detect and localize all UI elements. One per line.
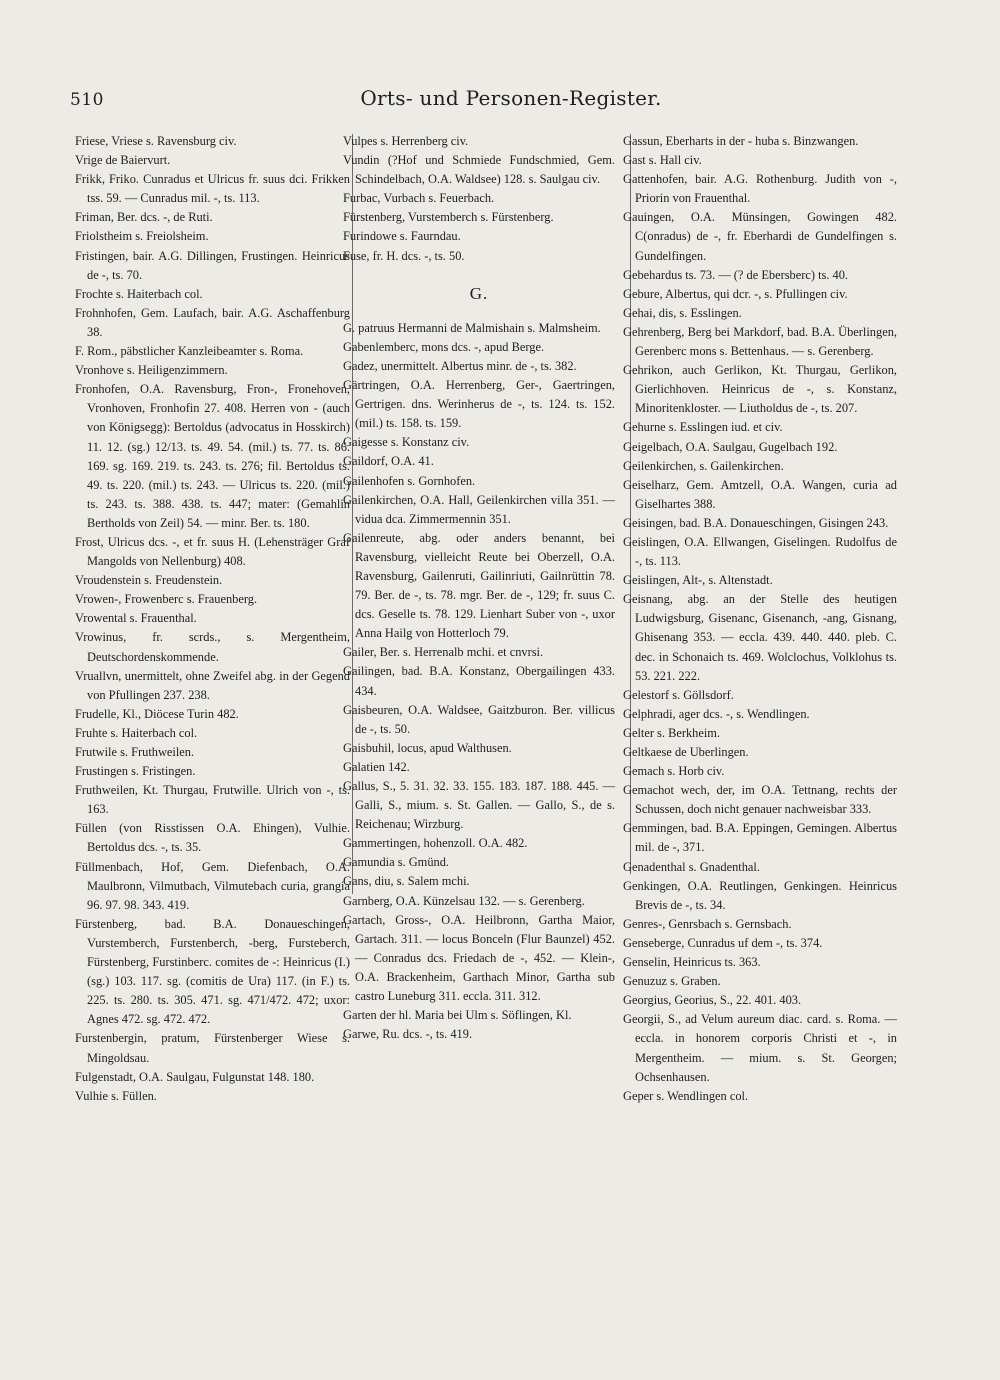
register-entry: Vulpes s. Herrenberg civ.	[343, 134, 469, 148]
register-entry: Geislingen, O.A. Ellwangen, Giselingen. Rudolfus de -, ts. 113.	[623, 534, 897, 569]
register-entry: Gailingen, bad. B.A. Konstanz, Obergailingen 433. 434.	[343, 664, 615, 698]
register-entry: Geilenkirchen, s. Gailenkirchen.	[623, 458, 784, 473]
register-entry: Furbac, Vurbach s. Feuerbach.	[343, 191, 495, 206]
register-entry: Georgius, Georius, S., 22. 401. 403.	[623, 993, 802, 1008]
register-entry: Garnberg, O.A. Künzelsau 132. — s. Gerenberg.	[343, 893, 585, 908]
register-entry: Gartach, Gross-, O.A. Heilbronn, Gartha Maior, Gartach. 311. — locus Bonceln (Flur Baunzel) 452. — Conradus dcs. Friedach de -, 452. — Klein-, O.A. Brackenheim, Garthach Minor, Gartha sub castro Luneburg 311. eccla. 311. 312.	[343, 912, 615, 1004]
register-entry: Vundin (?Hof und Schmiede Fundschmied, Gem. Schindelbach, O.A. Waldsee) 128. s. Saulgau civ.	[343, 153, 615, 187]
register-entry: Gailenhofen s. Gornhofen.	[343, 473, 476, 488]
register-entry: Vrowinus, fr. scrds., s. Mergentheim, Deutschordenskommende.	[75, 630, 350, 664]
register-entry: Gebure, Albertus, qui dcr. -, s. Pfullingen civ.	[623, 286, 848, 301]
register-entry: Geltkaese de Uberlingen.	[623, 745, 749, 759]
register-entry: Frustingen s. Fristingen.	[75, 764, 196, 779]
register-entry: Fürstenberg, Vurstemberch s. Fürstenberg.	[343, 210, 554, 225]
register-entry: Garwe, Ru. dcs. -, ts. 419.	[343, 1027, 473, 1042]
register-entry: Gailer, Ber. s. Herrenalb mchi. et cnvrsi.	[343, 645, 544, 660]
register-entry: Gaildorf, O.A. 41.	[343, 454, 434, 469]
register-entry: Vrowen-, Frowenberc s. Frauenberg.	[75, 592, 258, 607]
register-entry: Furstenbergin, pratum, Fürstenberger Wiese s. Mingoldsau.	[75, 1031, 350, 1065]
register-entry: Gemmingen, bad. B.A. Eppingen, Gemingen. Albertus mil. de -, 371.	[623, 821, 897, 855]
register-entry: Geigelbach, O.A. Saulgau, Gugelbach 192.	[623, 439, 838, 454]
register-entry: Gailenkirchen, O.A. Hall, Geilenkirchen villa 351. — vidua dca. Zimmermennin 351.	[343, 492, 615, 526]
register-entry: Frudelle, Kl., Diöcese Turin 482.	[75, 706, 239, 721]
register-entry: Gabenlemberc, mons dcs. -, apud Berge.	[343, 339, 545, 354]
register-entry: Geisnang, abg. an der Stelle des heutigen Ludwigsburg, Gisenanc, Gisenanch, -ang, Gisnang, Ghisenang 353. — eccla. 439. 440. 440. pleb. C. dec. in Schonaich ts. 469. Wolclochus, Volklohus ts. 53. 221. 222.	[623, 592, 897, 683]
register-entry: Genres-, Genrsbach s. Gernsbach.	[623, 916, 792, 931]
register-entry: Gelphradi, ager dcs. -, s. Wendlingen.	[623, 706, 810, 721]
register-entry: Gammertingen, hohenzoll. O.A. 482.	[343, 836, 528, 851]
register-entry: Friman, Ber. dcs. -, de Ruti.	[75, 210, 213, 225]
register-entry: Gauingen, O.A. Münsingen, Gowingen 482. C(onradus) de -, fr. Eberhardi de Gundelfingen s. Gundelfingen.	[623, 210, 897, 263]
register-entry: Gebehardus ts. 73. — (? de Ebersberc) ts. 40.	[623, 267, 849, 282]
register-entry: Fürstenberg, bad. B.A. Donaueschingen, Vurstemberch, Furstenberch, -berg, Fursteberch, Fürstenberg, Furstinberc. comites de -: Heinricus (I.) (sg.) 103. 117. sg. (comitis de Ura) 117. (in F.) ts. 225. ts. 280. ts. 305. 471. sg. 471/472. 472; uxor: Agnes 472. sg. 472. 472.	[75, 916, 350, 1027]
register-entry: Frochte s. Haiterbach col.	[75, 286, 203, 301]
register-entry: Geper s. Wendlingen col.	[623, 1088, 749, 1103]
register-entry: Gallus, S., 5. 31. 32. 33. 155. 183. 187. 188. 445. — Galli, S., mium. s. St. Gallen. — Gallo, S., de s. Reichenau; Wirzburg.	[343, 779, 615, 832]
register-entry: Frost, Ulricus dcs. -, et fr. suus H. (Lehensträger Graf Mangolds von Nellenburg) 408.	[75, 534, 350, 569]
register-entry: Geislingen, Alt-, s. Altenstadt.	[623, 573, 773, 588]
column-3	[623, 132, 897, 1106]
register-entry: Vrowental s. Frauenthal.	[75, 611, 197, 626]
register-entry: Fruthweilen, Kt. Thurgau, Frutwille. Ulrich von -, ts. 163.	[75, 783, 350, 817]
register-entry: Genkingen, O.A. Reutlingen, Genkingen. Heinricus Brevis de -, ts. 34.	[623, 878, 897, 912]
register-entry: Gast s. Hall civ.	[623, 153, 702, 168]
register-entry: Frohnhofen, Gem. Laufach, bair. A.G. Aschaffenburg 38.	[75, 305, 350, 339]
register-entry: Gemachot wech, der, im O.A. Tettnang, rechts der Schussen, doch nicht genauer nachweisbar 333.	[623, 783, 897, 817]
register-entry: Gehrikon, auch Gerlikon, Kt. Thurgau, Gerlikon, Gierlichhoven. Heinricus de -, s. Konstanz, Minoritenkloster. — Liutholdus de -, ts. 207.	[623, 363, 897, 416]
register-entry: F. Rom., päbstlicher Kanzleibeamter s. Roma.	[75, 344, 304, 359]
register-entry: Füllmenbach, Hof, Gem. Diefenbach, O.A. Maulbronn, Vilmutbach, Vilmutebach curia, grangia 96. 97. 98. 343. 419.	[75, 859, 350, 912]
register-entry: G. patruus Hermanni de Malmishain s. Malmsheim.	[343, 320, 601, 335]
register-entry: Gamundia s. Gmünd.	[343, 855, 449, 870]
register-entry: Gärtringen, O.A. Herrenberg, Ger-, Gaertringen, Gertrigen. dns. Werinherus de -, ts. 124. ts. 152. (mil.) ts. 158. ts. 159.	[343, 378, 615, 431]
register-entry: Furindowe s. Faurndau.	[343, 229, 461, 244]
register-entry: Gehurne s. Esslingen iud. et civ.	[623, 420, 783, 435]
register-entry: Vrige de Baiervurt.	[75, 153, 171, 168]
register-entry: Gehai, dis, s. Esslingen.	[623, 305, 742, 320]
register-entry: Genselin, Heinricus ts. 363.	[623, 955, 761, 970]
section-letter-heading: G.	[469, 283, 489, 303]
register-entry: Georgii, S., ad Velum aureum diac. card. s. Roma. — eccla. in honorem corporis Christi et -, in Mergentheim. — mium. s. St. Georgen; Ochsenhausen.	[623, 1012, 897, 1084]
register-entry: Galatien 142.	[343, 759, 410, 774]
register-entry: Fuse, fr. H. dcs. -, ts. 50.	[343, 248, 465, 263]
register-entry: Gelestorf s. Göllsdorf.	[623, 687, 734, 702]
register-entry: Gattenhofen, bair. A.G. Rothenburg. Judith von -, Priorin von Frauenthal.	[623, 172, 897, 206]
column-2	[343, 132, 615, 1044]
register-entry: Gassun, Eberharts in der - huba s. Binzwangen.	[623, 134, 859, 148]
register-entry: Gailenreute, abg. oder anders benannt, bei Ravensburg, vielleicht Reute bei Oberzell, O.A. Ravensburg, Gailenruti, Gailinriuti, Gailnrüttin 78. 79. Ber. de -, ts. 78. mgr. Ber. de -, 129; fr. suus C. dcs. Geselle ts. 78. 129. Lienhart Suber von -, uxor Anna Hailg von Hotterloch 79.	[343, 530, 615, 641]
register-entry: Gelter s. Berkheim.	[623, 725, 721, 740]
register-entry: Vruallvn, unermittelt, ohne Zweifel abg. in der Gegend von Pfullingen 237. 238.	[75, 668, 350, 702]
column-1	[75, 132, 350, 1106]
register-entry: Gadez, unermittelt. Albertus minr. de -, ts. 382.	[343, 358, 577, 373]
register-entry: Gaigesse s. Konstanz civ.	[343, 435, 470, 450]
register-entry: Fruhte s. Haiterbach col.	[75, 725, 198, 740]
register-entry: Vulhie s. Füllen.	[75, 1088, 157, 1103]
register-entry: Fulgenstadt, O.A. Saulgau, Fulgunstat 148. 180.	[75, 1069, 315, 1084]
register-entry: Frikk, Friko. Cunradus et Ulricus fr. suus dci. Frikken tss. 59. — Cunradus mil. -, ts. 113.	[75, 172, 350, 206]
register-entry: Genadenthal s. Gnadenthal.	[623, 859, 760, 874]
register-entry: Gemach s. Horb civ.	[623, 764, 725, 779]
page-title: Orts- und Personen-Register.	[360, 86, 662, 110]
register-entry: Gehrenberg, Berg bei Markdorf, bad. B.A. Überlingen, Gerenberc mons s. Bettenhaus. — s. Gerenberg.	[623, 324, 897, 359]
register-entry: Fristingen, bair. A.G. Dillingen, Frustingen. Heinricus de -, ts. 70.	[75, 248, 350, 282]
register-entry: Geisingen, bad. B.A. Donaueschingen, Gisingen 243.	[623, 515, 889, 530]
running-head	[0, 86, 1000, 110]
register-entry: Geiselharz, Gem. Amtzell, O.A. Wangen, curia ad Giselhartes 388.	[623, 477, 897, 511]
register-entry: Vronhove s. Heiligenzimmern.	[75, 363, 228, 378]
register-entry: Gaisbeuren, O.A. Waldsee, Gaitzburon. Ber. villicus de -, ts. 50.	[343, 702, 615, 736]
register-entry: Gaisbuhil, locus, apud Walthusen.	[343, 740, 512, 755]
register-entry: Genseberge, Cunradus uf dem -, ts. 374.	[623, 935, 823, 950]
register-entry: Friese, Vriese s. Ravensburg civ.	[75, 134, 237, 148]
register-entry: Genuzuz s. Graben.	[623, 974, 721, 989]
register-entry: Gans, diu, s. Salem mchi.	[343, 874, 470, 889]
register-entry: Vroudenstein s. Freudenstein.	[75, 573, 223, 588]
register-entry: Fronhofen, O.A. Ravensburg, Fron-, Fronehoven, Vronhoven, Fronhofin 27. 408. Herren von - (auch von Königsegg): Bertoldus (advocatus in Hosskirch) 11. 12. (sg.) 12/13. ts. 49. 54. (mil.) ts. 77. ts. 86. 169. sg. 169. 219. ts. 243. ts. 276; fil. Bertoldus ts. 49. ts. 220. (mil.) ts. 243. — Ulricus ts. 220. (mil.) ts. 243. ts. 388. 438. ts. 447; mater: (Gemahlin Bertholds von Zeil) 54. — minr. Ber. ts. 180.	[75, 382, 350, 530]
register-entry: Garten der hl. Maria bei Ulm s. Söflingen, Kl.	[343, 1008, 572, 1023]
page-number: 510	[70, 90, 104, 110]
register-entry: Frutwile s. Fruthweilen.	[75, 745, 195, 759]
register-entry: Friolstheim s. Freiolsheim.	[75, 229, 209, 244]
register-entry: Füllen (von Risstissen O.A. Ehingen), Vulhie. Bertoldus dcs. -, ts. 35.	[75, 821, 350, 855]
